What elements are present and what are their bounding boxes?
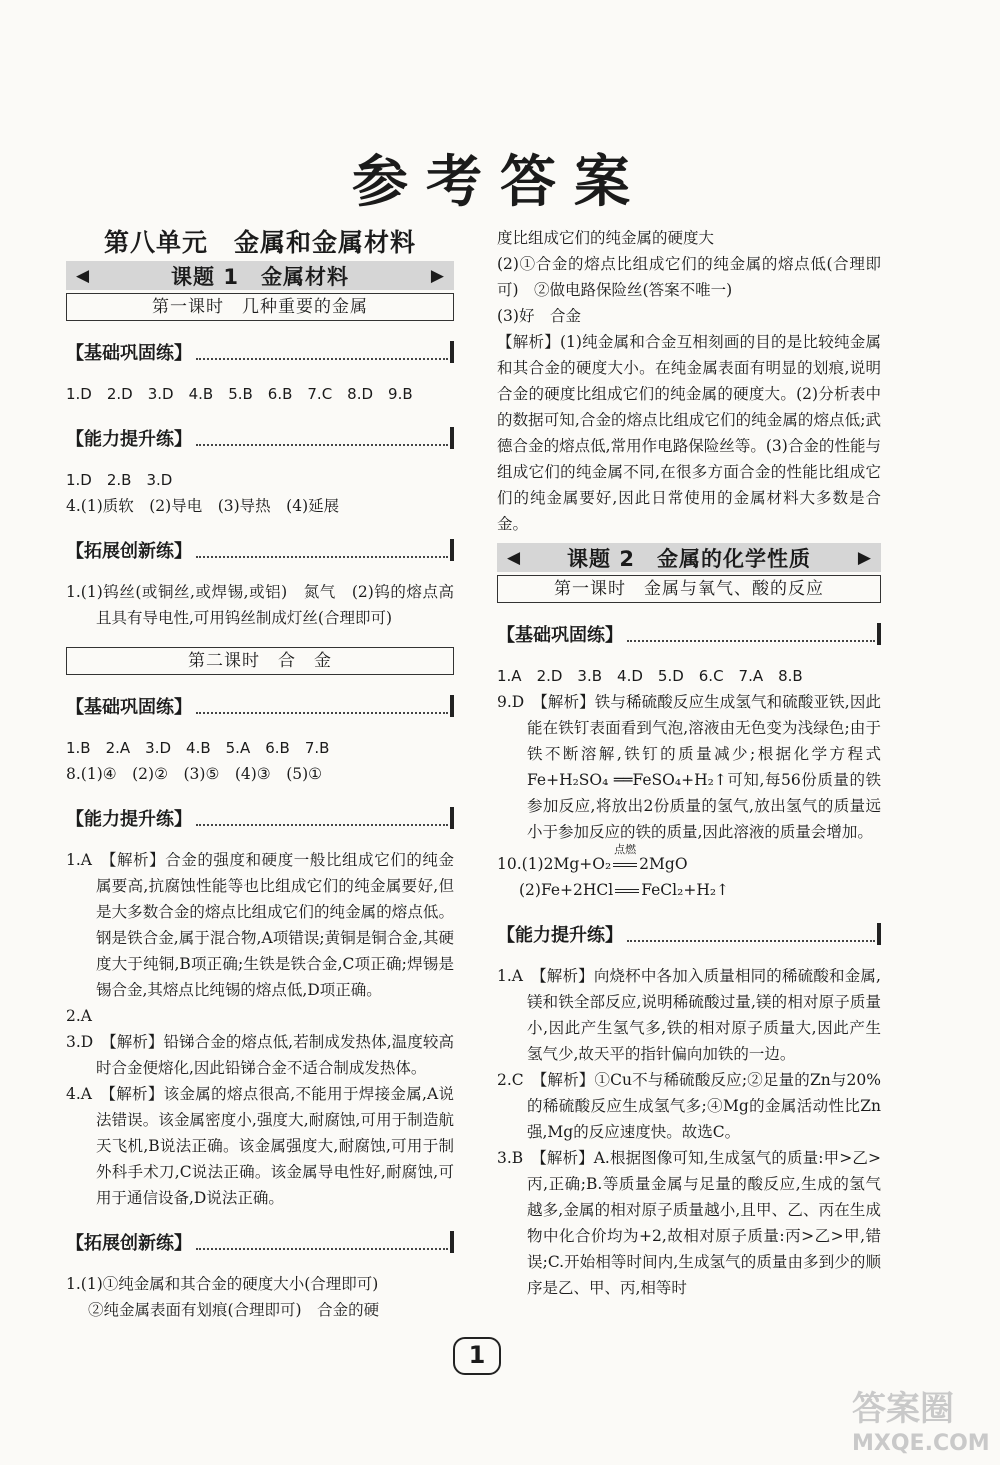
equation-left: (2)Fe+2HCl [519,881,614,899]
answer-line: 1.(1)①纯金属和其合金的硬度大小(合理即可) [66,1275,379,1293]
section-label: 【基础巩固练】 [497,625,623,646]
dotted-leader [196,1234,448,1250]
end-bar [877,623,881,645]
reaction-condition: 点燃 [614,843,637,856]
reaction-arrow [611,843,639,877]
dotted-leader [196,542,448,558]
answer-line: 度比组成它们的纯金属的硬度大 [497,229,715,247]
answer-paragraph: 4.A 【解析】该金属的熔点很高,不能用于焊接金属,A说法错误。该金属密度小,强度大,耐腐蚀,可用于制造航天飞机,B说法正确。该金属强度大,耐腐蚀,可用于制外科手术刀,C说法正确。该金属导电性好,耐腐蚀,可用于通信设备,D说法正确。 [66,1085,454,1207]
section-heading [497,919,881,949]
page-title: 参考答案 [352,150,648,215]
section-heading [66,691,454,721]
lesson-title: 第一课时 几种重要的金属 [66,293,454,321]
left-arrow-icon: ◀ [76,265,90,286]
dotted-leader [196,344,448,360]
lesson-title: 第一课时 金属与氧气、酸的反应 [497,575,881,603]
right-column [497,225,881,1301]
equation-line [497,843,881,877]
right-arrow-icon: ▶ [857,547,871,568]
answer-line: 8.(1)④ (2)② (3)⑤ (4)③ (5)① [66,765,323,783]
section-heading [66,423,454,453]
answer-paragraph: 9.D 【解析】铁与稀硫酸反应生成氢气和硫酸亚铁,因此能在铁钉表面看到气泡,溶液由无色变为浅绿色;由于铁不断溶解,铁钉的质量减少;根据化学方程式 Fe+H₂SO₄ ══FeSO₄+H₂↑可知,每56份质量的铁参加反应,将放出2份质量的氢气,放出氢气的质量远小于参加反应的铁的质量,因此溶液的质量会增加。 [497,693,881,841]
svg-text:MXQE.COM: MXQE.COM [852,1431,990,1456]
dotted-leader [196,698,448,714]
answer-paragraph: 1.A 【解析】向烧杯中各加入质量相同的稀硫酸和金属,镁和铁全部反应,说明稀硫酸过量,镁的相对原子质量小,因此产生氢气多,铁的相对原子质量大,因此产生氢气少,故天平的指针偏向加铁的一边。 [497,967,881,1063]
right-arrow-icon: ▶ [430,265,444,286]
answer-line: 4.(1)质软 (2)导电 (3)导热 (4)延展 [66,497,340,515]
section-label: 【能力提升练】 [66,809,192,830]
answer-paragraph: 【解析】(1)纯金属和合金互相刻画的目的是比较纯金属和其合金的硬度大小。在纯金属表面有明显的划痕,说明合金的硬度比组成它们的纯金属的硬度大。(2)分析表中的数据可知,合金的熔点比组成它们的纯金属的熔点低;武德合金的熔点低,常用作电路保险丝等。(3)合金的性能与组成它们的纯金属不同,在很多方面合金的性能比组成它们的纯金属要好,因此日常使用的金属材料大多数是合金。 [497,333,881,533]
answer-line: ②纯金属表面有划痕(合理即可) 合金的硬 [88,1301,380,1319]
end-bar [877,923,881,945]
equation-right: FeCl₂+H₂↑ [641,881,730,899]
lesson-title: 第二课时 合 金 [66,647,454,675]
answer-paragraph: 1.A 【解析】合金的强度和硬度一般比组成它们的纯金属要高,抗腐蚀性能等也比组成它们的纯金属要好,但是大多数合金的熔点比组成它们的纯金属的熔点低。钢是铁合金,属于混合物,A项错误;黄铜是铜合金,其硬度大于纯铜,B项正确;生铁是铁合金,C项正确;焊锡是锡合金,其熔点比纯锡的熔点低,D项正确。 [66,851,454,999]
answer-paragraph: 3.B 【解析】A.根据图像可知,生成氢气的质量:甲>乙>丙,正确;B.等质量金属与足量的酸反应,生成的氢气越多,金属的相对原子质量越小,且甲、乙、丙在生成物中化合价均为+2,故相对原子质量:丙>乙>甲,错误;C.开始相等时间内,生成氢气的质量由多到少的顺序是乙、甲、丙,相等时 [497,1149,881,1297]
answer-paragraph: 2.C 【解析】①Cu不与稀硫酸反应;②足量的Zn与20%的稀硫酸反应生成氢气多;④Mg的金属活动性比Zn强,Mg的反应速度快。故选C。 [497,1071,881,1141]
left-arrow-icon: ◀ [507,547,521,568]
section-heading [66,1227,454,1257]
section-label: 【拓展创新练】 [66,541,192,562]
topic-title: 课题 1 金属材料 [171,264,349,289]
section-heading [66,535,454,565]
answer-paragraph: 3.D 【解析】铅锑合金的熔点低,若制成发热体,温度较高时合金便熔化,因此铅锑合金不适合制成发热体。 [66,1033,454,1077]
double-line-icon [615,889,639,893]
section-label: 【基础巩固练】 [66,343,192,364]
end-bar [450,807,454,829]
end-bar [450,341,454,363]
end-bar [450,1231,454,1253]
section-heading [497,619,881,649]
answer-line: 1.D 2.D 3.D 4.B 5.B 6.B 7.C 8.D 9.B [66,385,413,403]
topic-title: 课题 2 金属的化学性质 [567,546,811,571]
section-heading [66,337,454,367]
section-label: 【能力提升练】 [66,429,192,450]
topic-bar-1 [66,261,454,290]
answer-line: 1.B 2.A 3.D 4.B 5.A 6.B 7.B [66,739,330,757]
answer-paragraph: 1.(1)钨丝(或铜丝,或焊锡,或铝) 氮气 (2)钨的熔点高且具有导电性,可用钨丝制成灯丝(合理即可) [66,583,454,627]
answer-paragraph: (2)①合金的熔点比组成它们的纯金属的熔点低(合理即可) ②做电路保险丝(答案不唯一) [497,255,881,299]
double-line-icon [613,863,637,867]
equation-right: 2MgO [639,855,688,873]
end-bar [450,539,454,561]
end-bar [450,427,454,449]
page-number: 1 [453,1337,501,1375]
section-label: 【基础巩固练】 [66,697,192,718]
section-label: 【拓展创新练】 [66,1233,192,1254]
dotted-leader [196,430,448,446]
section-label: 【能力提升练】 [497,925,623,946]
answer-line: 1.A 2.D 3.B 4.D 5.D 6.C 7.A 8.B [497,667,803,685]
watermark-logo [842,1378,990,1458]
equation-left: 10.(1)2Mg+O₂ [497,855,612,873]
end-bar [450,695,454,717]
answer-line: 1.D 2.B 3.D [66,471,173,489]
left-column [66,225,454,1323]
answer-line: 2.A [66,1007,92,1025]
dotted-leader [627,926,875,942]
svg-text:答案圈: 答案圈 [852,1389,954,1429]
answer-line: (3)好 合金 [497,307,581,325]
dotted-leader [627,626,875,642]
section-heading [66,803,454,833]
equation-line [497,877,881,903]
dotted-leader [196,810,448,826]
unit-title: 第八单元 金属和金属材料 [103,228,416,257]
topic-bar-2 [497,543,881,572]
